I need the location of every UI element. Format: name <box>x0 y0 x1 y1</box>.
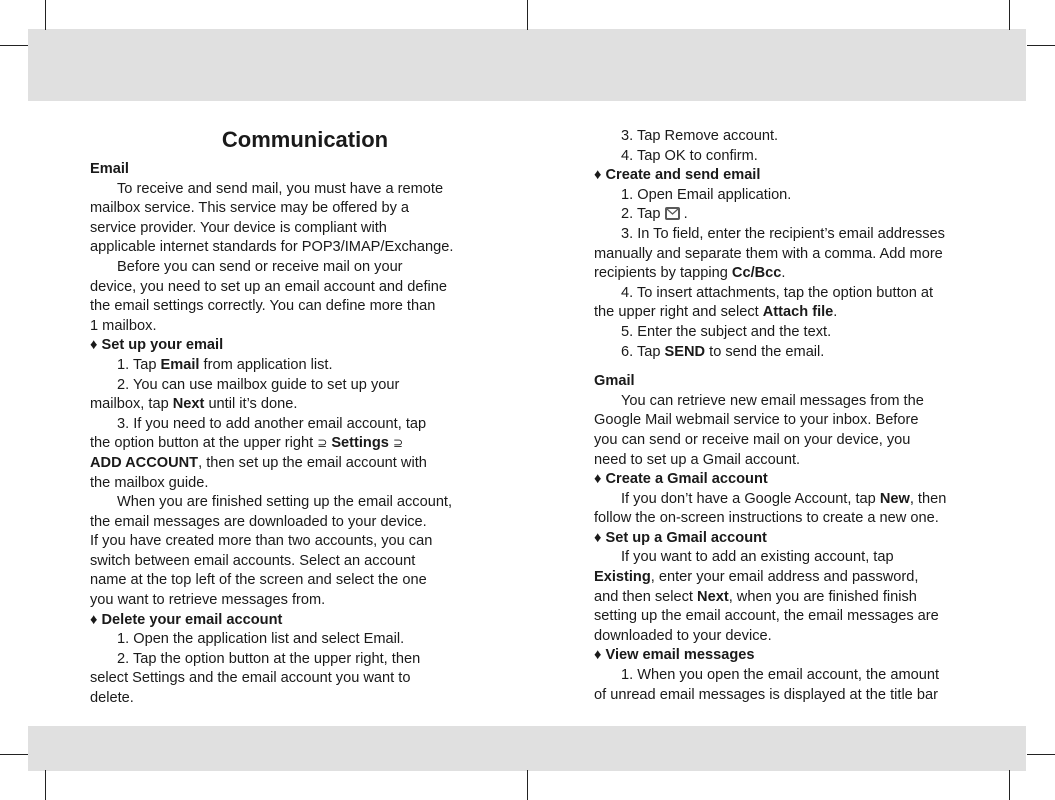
step-line: 1. Open Email application. <box>621 186 792 203</box>
step-line: 3. In To field, enter the recipient’s email addresses <box>621 225 945 242</box>
subheading-create-gmail: ♦ Create a Gmail account <box>594 471 768 488</box>
section-heading-gmail: Gmail <box>594 373 635 390</box>
step-line: mailbox, tap Next until it’s done. <box>90 396 298 413</box>
step-line: 4. Tap OK to confirm. <box>621 147 758 164</box>
paragraph-line: setting up the email account, the email messages are <box>594 608 939 625</box>
subheading-setup-gmail: ♦ Set up a Gmail account <box>594 529 767 546</box>
step-line: 4. To insert attachments, tap the option button at <box>621 284 934 301</box>
step-line: delete. <box>90 690 134 707</box>
paragraph-line: and then select Next, when you are finished finish <box>594 588 917 605</box>
step-line: 3. Tap Remove account. <box>621 128 779 144</box>
paragraph-line: you want to retrieve messages from. <box>90 592 326 609</box>
paragraph-line: When you are finished setting up the email account, <box>117 494 453 511</box>
paragraph-line: Google Mail webmail service to your inbox. Before <box>594 412 919 429</box>
paragraph-line: applicable internet standards for POP3/IMAP/Exchange. <box>90 239 454 256</box>
crop-mark <box>45 770 46 800</box>
step-line: manually and separate them with a comma. Add more <box>594 245 943 262</box>
paragraph-line: To receive and send mail, you must have a remote <box>117 180 444 197</box>
paragraph-line: follow the on-screen instructions to create a new one. <box>594 510 939 527</box>
paragraph-line: Existing, enter your email address and password, <box>594 569 919 586</box>
crop-mark <box>1009 0 1010 30</box>
section-heading-email: Email <box>90 161 129 177</box>
step-line: 3. If you need to add another email account, tap <box>117 415 427 432</box>
step-line: ADD ACCOUNT, then set up the email account with <box>90 454 427 471</box>
paragraph-line: switch between email accounts. Select an account <box>90 552 416 569</box>
right-page <box>594 127 994 705</box>
paragraph-line: If you have created more than two accounts, you can <box>90 533 433 550</box>
step-line: 1. When you open the email account, the amount <box>621 667 940 684</box>
paragraph-line: 1 mailbox. <box>90 317 157 334</box>
step-line: of unread email messages is displayed at the title bar <box>594 686 938 703</box>
crop-mark <box>1027 754 1055 755</box>
crop-mark <box>45 0 46 30</box>
step-line: 5. Enter the subject and the text. <box>621 323 832 340</box>
compose-mail-icon <box>665 207 680 220</box>
footer-band <box>28 726 1026 771</box>
crop-mark <box>0 45 28 46</box>
crop-mark <box>527 770 528 800</box>
step-line: select Settings and the email account you want to <box>90 670 411 687</box>
page-title: Communication <box>221 127 389 152</box>
subheading-delete: ♦ Delete your email account <box>90 611 283 628</box>
paragraph-line: You can retrieve new email messages from the <box>621 392 924 409</box>
paragraph-line: the email settings correctly. You can define more than <box>90 298 436 315</box>
left-page <box>90 122 500 709</box>
paragraph-line: need to set up a Gmail account. <box>594 451 801 468</box>
step-line: the upper right and select Attach file. <box>594 304 838 321</box>
paragraph-line: mailbox service. This service may be offered by a <box>90 200 410 217</box>
subheading-create: ♦ Create and send email <box>594 167 761 184</box>
header-band <box>28 29 1026 101</box>
paragraph-line: device, you need to set up an email account and define <box>90 278 447 295</box>
paragraph-line: If you don’t have a Google Account, tap New, then <box>621 490 947 507</box>
step-line: 2. Tap . <box>621 206 688 223</box>
paragraph-line: name at the top left of the screen and select the one <box>90 572 427 589</box>
step-line: 1. Open the application list and select Email. <box>117 631 405 648</box>
paragraph-line: Before you can send or receive mail on your <box>117 258 403 275</box>
step-line: the mailbox guide. <box>90 474 209 491</box>
step-line: the option button at the upper right ⊇ Settings ⊇ <box>90 435 404 452</box>
subheading-view-email: ♦ View email messages <box>594 647 755 664</box>
step-line: recipients by tapping Cc/Bcc. <box>594 265 786 282</box>
paragraph-line: you can send or receive mail on your device, you <box>594 431 911 448</box>
crop-mark <box>0 754 28 755</box>
paragraph-line: If you want to add an existing account, tap <box>621 549 894 566</box>
paragraph-line: the email messages are downloaded to your device. <box>90 513 427 530</box>
crop-mark <box>1027 45 1055 46</box>
subheading-setup: ♦ Set up your email <box>90 337 224 354</box>
step-line: 2. Tap the option button at the upper right, then <box>117 650 421 667</box>
paragraph-line: downloaded to your device. <box>594 627 772 644</box>
step-line: 6. Tap SEND to send the email. <box>621 343 825 360</box>
crop-mark <box>1009 770 1010 800</box>
crop-mark <box>527 0 528 30</box>
paragraph-line: service provider. Your device is compliant with <box>90 219 387 236</box>
step-line: 2. You can use mailbox guide to set up your <box>117 376 400 393</box>
step-line: 1. Tap Email from application list. <box>117 356 333 373</box>
